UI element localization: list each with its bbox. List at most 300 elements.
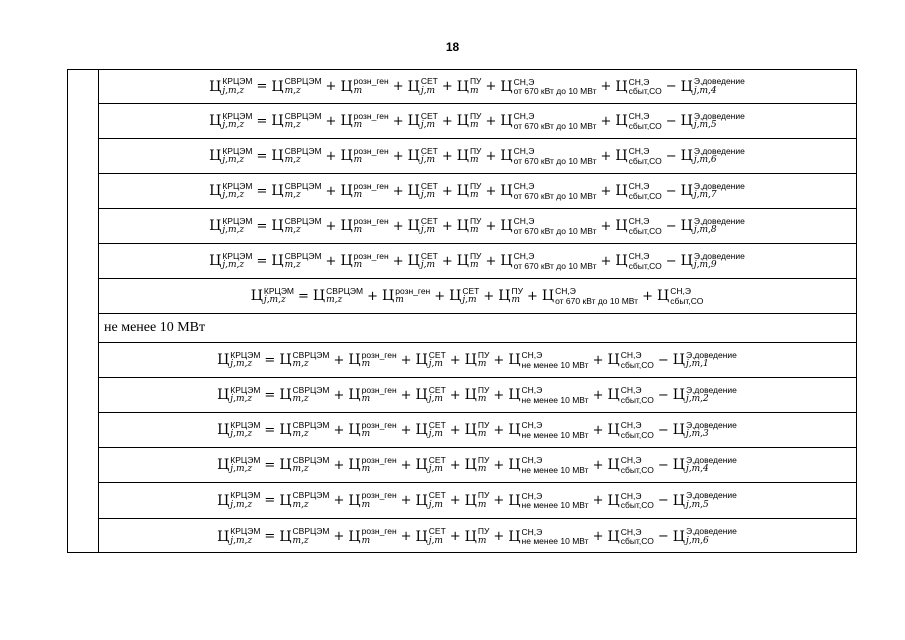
term-krcem-subscript: j,m,z [222,85,245,96]
term-rozn-gen-base: Ц [340,183,353,199]
term-svrcem-base: Ц [271,253,284,269]
term-svrcem-base: Ц [279,387,292,403]
operator: = [256,148,268,164]
operator: + [493,387,505,403]
operator: − [665,218,677,234]
price-formula [209,252,745,271]
term-sbyt-base: Ц [607,492,620,509]
term-dovedenie-subscript: j,m,9 [693,260,717,271]
term-pu-base: Ц [464,492,477,509]
term-krcem-base: Ц [217,492,230,509]
term-sn [500,78,596,96]
term-pu [457,77,482,96]
term-set-superscript: СЕТ [428,526,446,537]
operator: + [592,352,604,368]
price-formula [217,491,737,510]
term-sn-subscript: не менее 10 МВт [521,500,589,510]
table-row [98,483,856,519]
term-rozn-gen-base: Ц [348,387,361,403]
term-krcem [209,77,252,96]
operator: − [665,113,677,129]
operator: + [400,457,412,473]
term-sbyt [607,351,653,369]
term-svrcem-subscript: m,z [284,120,301,131]
term-sbyt-base: Ц [607,387,620,403]
term-pu-superscript: ПУ [477,454,490,465]
term-rozn-gen-base: Ц [340,113,353,129]
term-set-base: Ц [415,422,428,438]
term-sbyt-base: Ц [607,528,620,545]
term-rozn-gen [348,491,396,510]
operator: + [449,457,461,473]
term-sn-subscript: от 670 кВт до 10 МВт [513,120,597,131]
term-rozn-gen-base: Ц [340,253,353,269]
operator: = [298,288,309,304]
term-krcem-superscript: КРЦЭМ [222,250,253,261]
term-dovedenie [681,147,745,166]
term-krcem-superscript: КРЦЭМ [222,76,253,87]
term-pu-superscript: ПУ [477,490,490,501]
term-rozn-gen [340,252,388,271]
operator: + [325,148,337,164]
term-krcem [217,421,260,440]
term-sbyt-subscript: сбыт,СО [620,536,654,546]
term-krcem-base: Ц [217,457,230,473]
term-pu-subscript: m [469,85,479,96]
term-sn-subscript: не менее 10 МВт [521,359,589,370]
term-sn-subscript: от 670 кВт до 10 МВт [555,295,639,306]
term-krcem-base: Ц [209,218,222,234]
operator: + [485,148,497,164]
term-set-superscript: СЕТ [462,285,480,296]
operator: + [592,493,604,508]
term-dovedenie-base: Ц [680,183,693,199]
operator: + [392,218,404,234]
operator: + [392,253,404,269]
operator: + [483,288,495,304]
term-svrcem-superscript: СВРЦЭМ [284,215,322,226]
term-rozn-gen-subscript: m [353,190,363,201]
term-sn [500,112,596,130]
term-sbyt-subscript: сбыт,СО [628,120,662,131]
term-pu-base: Ц [464,422,477,438]
operator: − [665,79,677,94]
term-sn-base: Ц [508,528,521,545]
term-sbyt-base: Ц [607,457,620,473]
operator: + [493,493,505,508]
term-pu-base: Ц [456,78,469,95]
term-svrcem-superscript: СВРЦЭМ [292,454,330,465]
term-set [416,351,446,370]
term-krcem-subscript: j,m,z [230,429,253,440]
term-krcem-superscript: КРЦЭМ [230,384,261,395]
term-sn-superscript: СН,Э [513,181,535,191]
operator: + [449,387,461,403]
term-sn-subscript: не менее 10 МВт [521,464,589,475]
term-dovedenie [681,217,745,236]
price-formula [209,147,745,166]
term-rozn-gen-base: Ц [340,218,353,234]
term-sbyt-base: Ц [615,218,628,234]
term-sbyt-base: Ц [656,288,670,304]
term-sn [508,351,588,369]
term-krcem-subscript: j,m,z [222,120,245,131]
price-formula [217,351,737,370]
term-dovedenie-base: Ц [672,352,685,368]
term-pu-base: Ц [464,528,477,545]
term-set-base: Ц [415,352,428,368]
operator: + [449,422,461,438]
operator: = [264,352,276,368]
term-sn-base: Ц [508,352,521,368]
term-pu [465,421,490,440]
term-pu-superscript: ПУ [469,215,482,226]
term-krcem-superscript: КРЦЭМ [230,490,261,501]
term-krcem-superscript: КРЦЭМ [222,110,253,121]
term-svrcem-base: Ц [279,492,292,509]
term-set-superscript: СЕТ [420,145,438,156]
term-sbyt-superscript: СН,Э [620,490,642,501]
term-dovedenie-base: Ц [672,528,685,545]
operator: − [657,422,669,438]
term-rozn-gen-subscript: m [361,359,371,370]
term-sbyt-superscript: СН,Э [670,286,691,296]
term-sbyt-base: Ц [615,253,628,269]
operator: + [325,113,337,129]
term-sbyt [607,386,653,404]
operator: + [392,79,404,94]
term-pu-subscript: m [477,535,487,546]
term-sbyt [607,492,653,510]
term-pu-superscript: ПУ [477,526,490,537]
term-svrcem-superscript: СВРЦЭМ [284,180,322,191]
term-svrcem-base: Ц [279,422,292,438]
term-pu-base: Ц [456,113,469,129]
operator: + [325,79,337,94]
term-krcem [209,112,252,131]
operator: + [441,218,453,234]
term-svrcem-subscript: m,z [284,260,301,271]
term-sn [500,252,596,270]
term-sn-base: Ц [500,148,513,164]
term-dovedenie-superscript: Э,доведение [685,349,737,360]
term-krcem [217,386,260,405]
term-sbyt-superscript: СН,Э [620,420,642,430]
table-row [98,519,856,554]
term-svrcem-base: Ц [271,148,284,164]
term-krcem-subscript: j,m,z [222,190,245,201]
term-svrcem-base: Ц [271,113,284,129]
operator: + [441,113,453,129]
operator: − [657,529,669,544]
term-set [408,77,438,96]
term-sbyt [615,252,661,270]
term-dovedenie-superscript: Э,доведение [685,384,737,395]
term-svrcem-superscript: СВРЦЭМ [292,419,330,430]
operator: = [256,253,268,269]
term-sbyt-base: Ц [615,148,628,164]
term-pu [457,217,482,236]
term-svrcem-subscript: m,z [284,155,301,166]
term-krcem [217,527,260,546]
term-krcem-base: Ц [209,253,222,269]
term-rozn-gen-superscript: розн_ген [395,285,431,296]
term-dovedenie-base: Ц [680,148,693,164]
operator: = [256,183,268,199]
term-svrcem-subscript: m,z [292,359,309,370]
term-svrcem-superscript: СВРЦЭМ [284,145,322,156]
term-sbyt-subscript: сбыт,СО [628,86,662,96]
term-krcem-subscript: j,m,z [222,260,245,271]
term-pu [457,112,482,131]
term-dovedenie-subscript: j,m,5 [685,499,709,510]
term-dovedenie [673,421,737,440]
operator: + [592,529,604,544]
term-pu-base: Ц [464,457,477,473]
term-dovedenie [673,527,737,546]
operator: + [592,457,604,473]
term-sbyt [607,528,653,546]
term-pu-subscript: m [469,155,479,166]
term-sn-superscript: СН,Э [513,111,535,121]
term-rozn-gen-subscript: m [353,155,363,166]
term-sbyt-subscript: сбыт,СО [628,190,662,201]
term-svrcem [279,491,329,510]
operator: + [449,529,461,544]
term-svrcem-superscript: СВРЦЭМ [284,76,322,87]
term-sbyt [615,147,661,165]
term-svrcem-subscript: m,z [284,225,301,236]
operator: = [256,113,268,129]
operator: + [333,422,345,438]
page-number: 18 [445,40,460,54]
table-row [98,279,856,314]
term-set-base: Ц [407,78,420,95]
term-svrcem [279,351,329,370]
term-rozn-gen-subscript: m [361,429,371,440]
term-sn [508,528,588,546]
term-krcem-subscript: j,m,z [230,394,253,405]
term-svrcem-subscript: m,z [292,464,309,475]
operator: + [333,352,345,368]
term-sbyt-base: Ц [615,78,628,95]
operator: + [400,422,412,438]
term-sbyt-superscript: СН,Э [628,181,650,191]
term-pu-subscript: m [477,499,487,510]
term-dovedenie-subscript: j,m,4 [685,464,709,475]
term-set-subscript: j,m [428,535,443,546]
term-sn-base: Ц [500,218,513,234]
term-rozn-gen [348,386,396,405]
term-svrcem [313,287,363,306]
term-sbyt [607,421,653,439]
term-pu [465,386,490,405]
term-set-subscript: j,m [462,295,477,306]
term-krcem-subscript: j,m,z [230,499,253,510]
term-krcem-superscript: КРЦЭМ [230,349,261,360]
term-set-base: Ц [407,253,420,269]
table-row [98,174,856,209]
term-dovedenie-superscript: Э,доведение [693,110,745,121]
table-row [98,244,856,279]
term-krcem [217,456,260,475]
operator: + [392,183,404,199]
term-pu-superscript: ПУ [477,419,490,430]
term-set [416,456,446,475]
operator: + [325,218,337,234]
term-krcem-subscript: j,m,z [230,464,253,475]
term-krcem-base: Ц [217,352,230,368]
term-set-superscript: СЕТ [428,490,446,501]
term-pu-subscript: m [469,190,479,201]
term-dovedenie [681,182,745,201]
term-sn-superscript: СН,Э [513,216,535,226]
operator: + [333,457,345,473]
term-svrcem-superscript: СВРЦЭМ [284,110,322,121]
term-sbyt-base: Ц [615,113,628,129]
operator: + [493,529,505,544]
term-rozn-gen-subscript: m [361,464,371,475]
term-dovedenie-base: Ц [680,218,693,234]
price-formula [251,287,704,306]
term-sbyt-superscript: СН,Э [628,111,650,121]
term-sn-subscript: не менее 10 МВт [521,394,589,405]
operator: + [392,113,404,129]
term-rozn-gen [340,182,388,201]
term-rozn-gen-superscript: розн_ген [353,215,389,226]
term-set [416,421,446,440]
price-formula [217,386,737,405]
term-svrcem-superscript: СВРЦЭМ [326,285,364,296]
term-sbyt-superscript: СН,Э [628,76,650,87]
term-rozn-gen-superscript: розн_ген [361,419,397,430]
operator: + [600,218,612,234]
table-row [98,378,856,413]
term-dovedenie [681,112,745,131]
term-pu [465,527,490,546]
term-sn-base: Ц [541,288,555,304]
operator: + [434,288,446,304]
term-set-base: Ц [415,492,428,509]
term-set-superscript: СЕТ [428,349,446,360]
term-sn-superscript: СН,Э [521,455,543,465]
term-pu [465,351,490,370]
term-krcem-base: Ц [209,78,222,95]
term-pu-subscript: m [477,394,487,405]
operator: + [449,352,461,368]
term-sn-superscript: СН,Э [555,286,576,296]
operator: = [264,529,276,544]
term-pu-subscript: m [477,429,487,440]
term-pu-superscript: ПУ [469,76,482,87]
term-dovedenie-base: Ц [672,457,685,473]
term-rozn-gen-base: Ц [348,352,361,368]
term-sbyt [615,217,661,235]
term-dovedenie-base: Ц [680,78,693,95]
term-sn [508,386,588,404]
term-dovedenie-subscript: j,m,6 [693,155,717,166]
term-dovedenie-subscript: j,m,1 [685,359,709,370]
operator: + [485,218,497,234]
operator: + [441,253,453,269]
term-set-base: Ц [407,148,420,164]
term-set [416,386,446,405]
term-sbyt-subscript: сбыт,СО [628,155,662,166]
term-dovedenie-base: Ц [672,422,685,438]
operator: + [367,288,379,304]
term-rozn-gen [348,351,396,370]
term-sbyt-superscript: СН,Э [628,146,650,156]
term-dovedenie-subscript: j,m,3 [685,429,709,440]
term-set-base: Ц [407,183,420,199]
term-svrcem-superscript: СВРЦЭМ [292,349,330,360]
term-dovedenie-superscript: Э,доведение [693,145,745,156]
term-krcem-base: Ц [209,113,222,129]
term-rozn-gen-base: Ц [348,492,361,509]
term-sn-base: Ц [500,253,513,269]
table-row [98,343,856,378]
term-rozn-gen-subscript: m [353,120,363,131]
term-sn-superscript: СН,Э [521,526,543,537]
term-svrcem [271,77,321,96]
term-set-superscript: СЕТ [420,250,438,261]
term-pu [498,287,523,306]
term-set-base: Ц [449,288,462,304]
operator: + [592,387,604,403]
operator: + [333,529,345,544]
term-rozn-gen-base: Ц [348,528,361,545]
term-svrcem-base: Ц [279,457,292,473]
term-rozn-gen [340,112,388,131]
price-formula [209,217,745,236]
term-sbyt-subscript: сбыт,СО [620,500,654,510]
term-pu-superscript: ПУ [469,145,482,156]
operator: + [600,79,612,94]
term-rozn-gen-superscript: розн_ген [353,110,389,121]
term-krcem-subscript: j,m,z [222,225,245,236]
operator: = [264,457,276,473]
term-svrcem [279,456,329,475]
term-set-subscript: j,m [428,464,443,475]
term-set [416,527,446,546]
term-sbyt-base: Ц [615,183,628,199]
term-svrcem-base: Ц [271,183,284,199]
term-svrcem-superscript: СВРЦЭМ [292,526,330,537]
term-krcem-superscript: КРЦЭМ [222,215,253,226]
operator: + [392,148,404,164]
operator: + [449,493,461,508]
term-sn-base: Ц [508,492,521,509]
term-set [408,112,438,131]
term-svrcem-superscript: СВРЦЭМ [292,490,330,501]
term-set-subscript: j,m [420,190,435,201]
term-sn-subscript: от 670 кВт до 10 МВт [513,155,597,166]
operator: + [400,529,412,544]
term-rozn-gen-subscript: m [353,85,363,96]
term-set [449,287,479,306]
term-pu [457,182,482,201]
term-krcem-subscript: j,m,z [222,155,245,166]
operator: + [600,253,612,269]
operator: − [657,457,669,473]
term-pu-base: Ц [456,253,469,269]
operator: − [657,352,669,368]
term-sbyt-subscript: сбыт,СО [620,429,654,440]
term-sn [500,147,596,165]
term-rozn-gen [340,77,388,96]
term-krcem-superscript: КРЦЭМ [222,145,253,156]
term-sn-base: Ц [508,457,521,473]
